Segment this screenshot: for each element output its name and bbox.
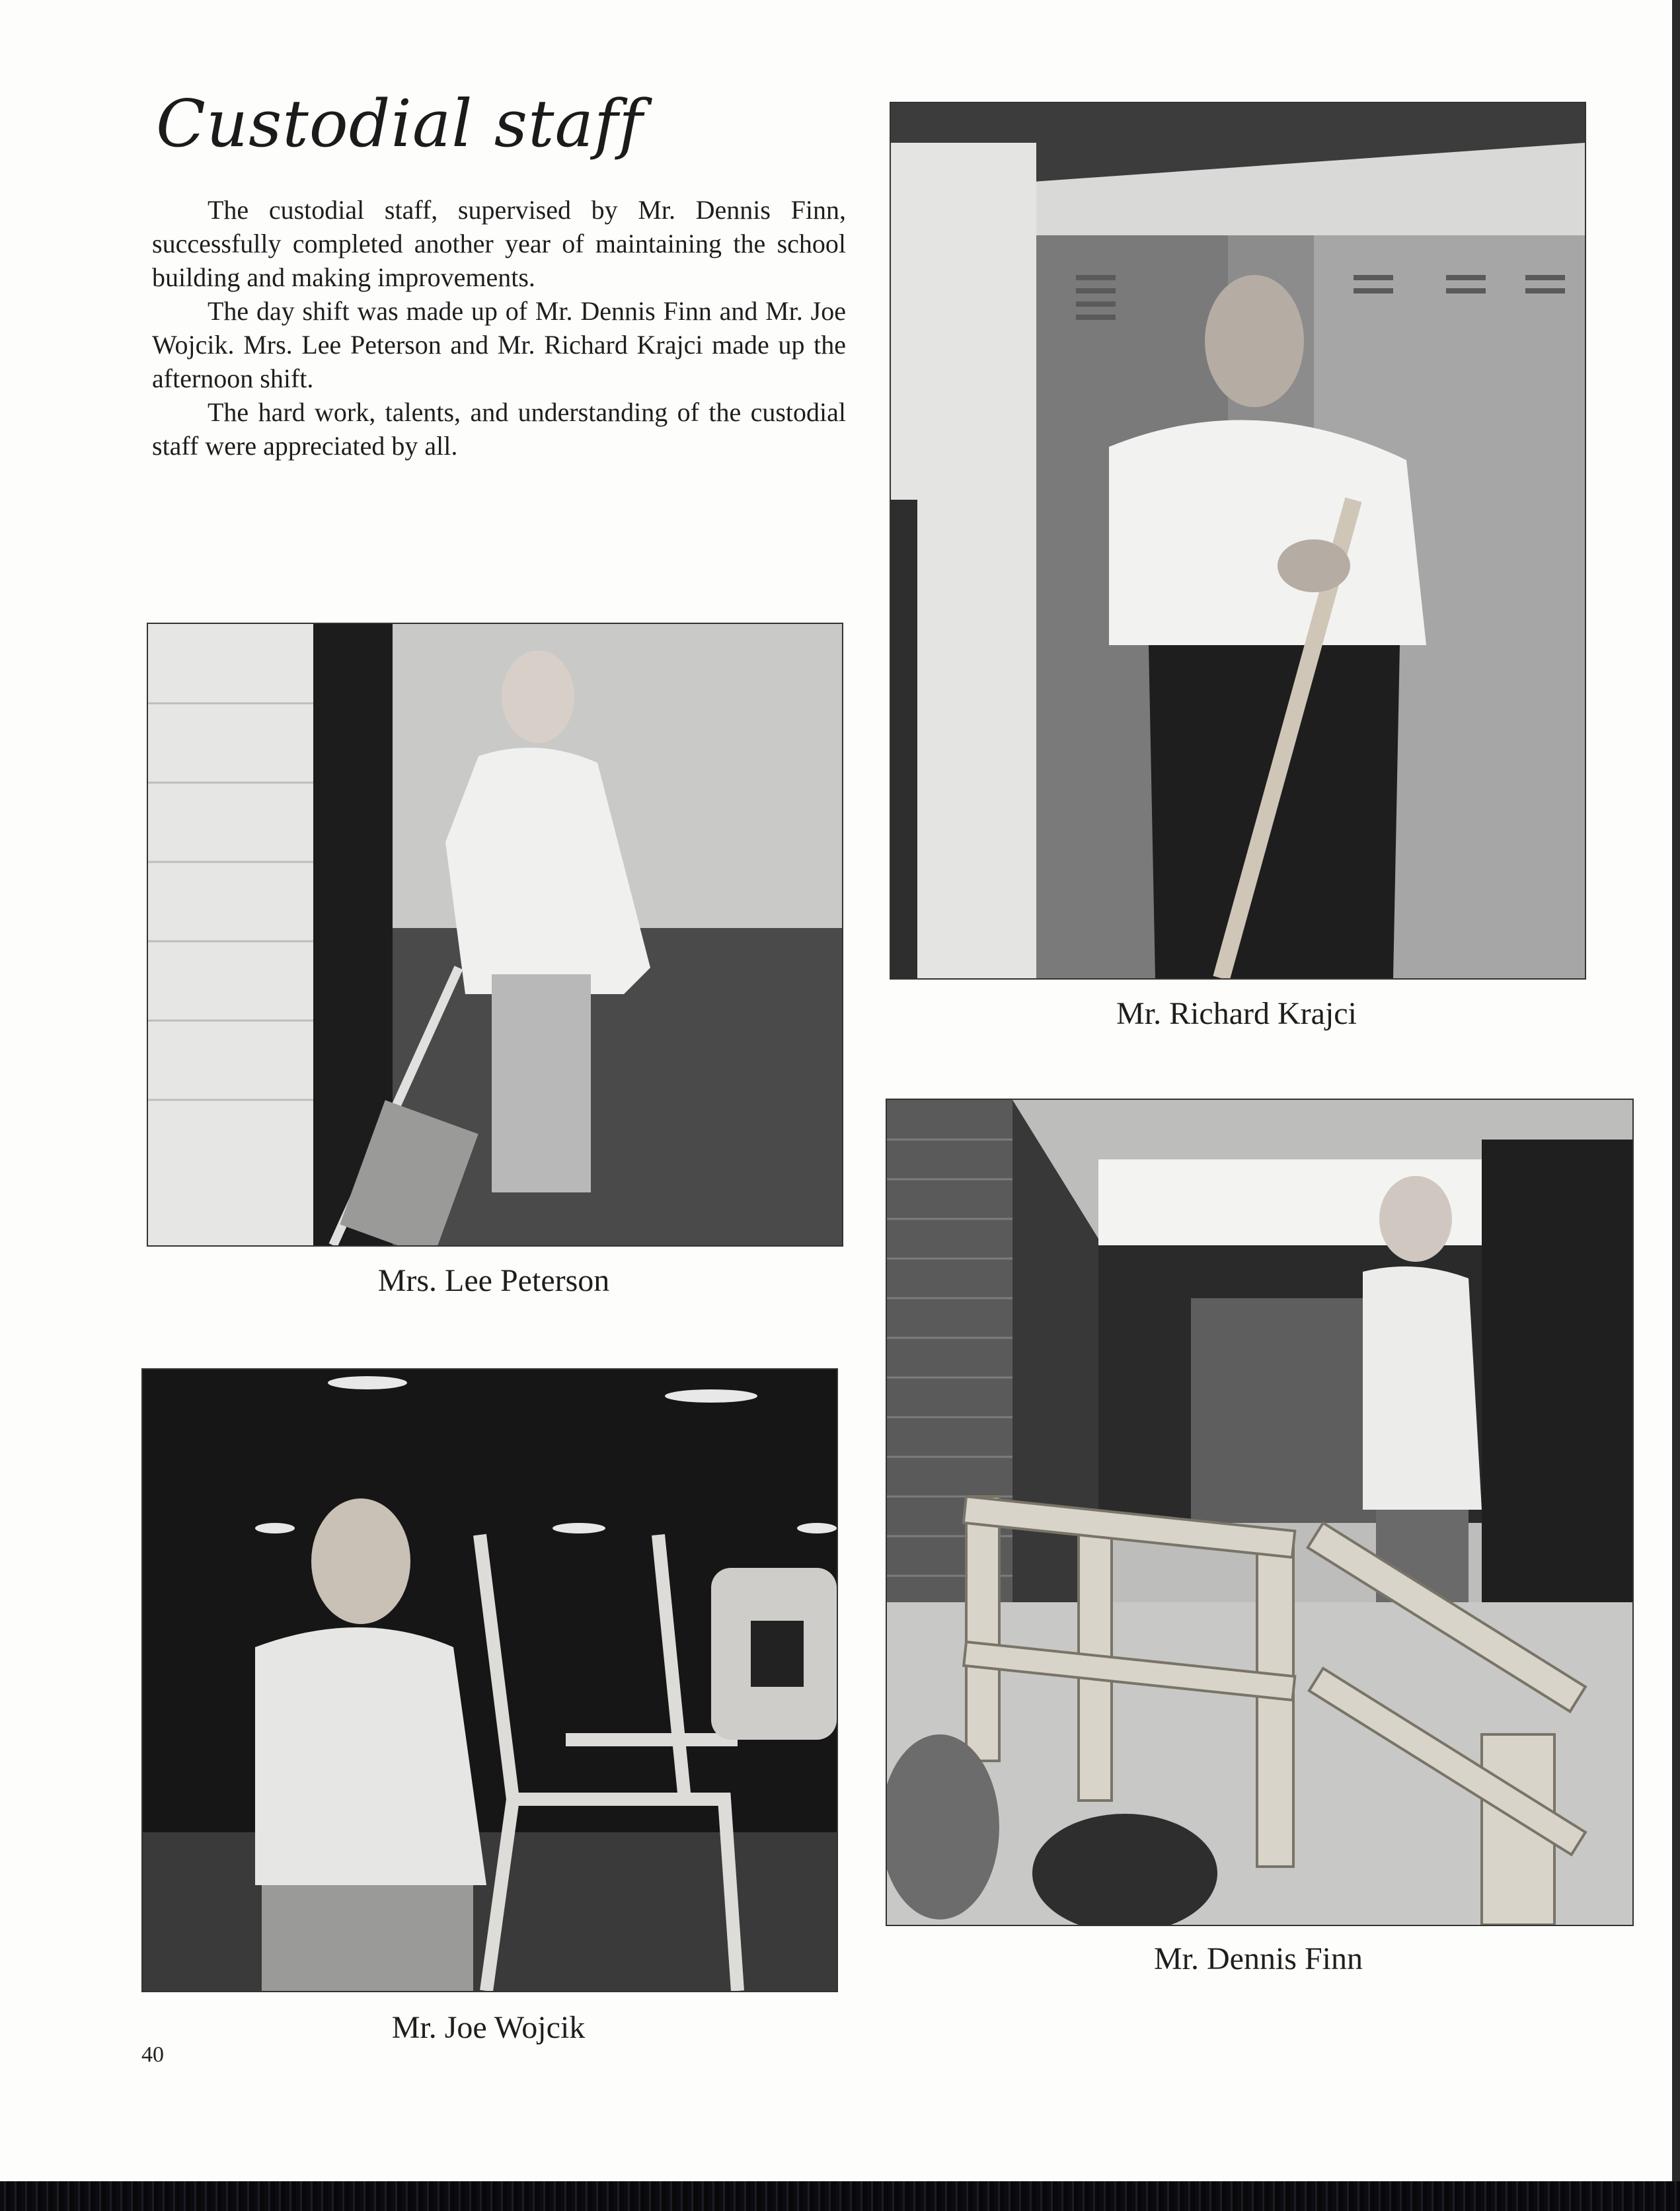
caption-richard-krajci: Mr. Richard Krajci bbox=[1116, 996, 1357, 1031]
photo-richard-krajci bbox=[890, 102, 1586, 980]
caption-dennis-finn: Mr. Dennis Finn bbox=[1153, 1941, 1363, 1976]
article-body bbox=[152, 193, 846, 463]
caption-lee-peterson: Mrs. Lee Peterson bbox=[377, 1263, 610, 1298]
photo-image bbox=[887, 1100, 1632, 1925]
photo-dennis-finn bbox=[886, 1099, 1634, 1926]
photo-image bbox=[143, 1370, 837, 1991]
scan-edge bbox=[1672, 0, 1680, 2181]
article-paragraph: The day shift was made up of Mr. Dennis Finn and Mr. Joe Wojcik. Mrs. Lee Peterson and Mr. Richard Krajci made up the afternoon shift. bbox=[152, 296, 846, 393]
photo-image bbox=[148, 624, 842, 1245]
page-number: 40 bbox=[141, 2042, 164, 2067]
photo-joe-wojcik bbox=[141, 1368, 838, 1992]
page-title: Custodial staff bbox=[156, 87, 644, 162]
photo-image bbox=[891, 103, 1585, 978]
caption-joe-wojcik: Mr. Joe Wojcik bbox=[391, 2010, 586, 2045]
article-paragraph: The hard work, talents, and understanding of the custodial staff were appreciated by all. bbox=[152, 397, 846, 461]
photo-lee-peterson bbox=[147, 623, 843, 1247]
scan-border bbox=[0, 2181, 1680, 2211]
article-paragraph: The custodial staff, supervised by Mr. Dennis Finn, successfully completed another year of maintaining the school building and making improvements. bbox=[152, 195, 846, 292]
